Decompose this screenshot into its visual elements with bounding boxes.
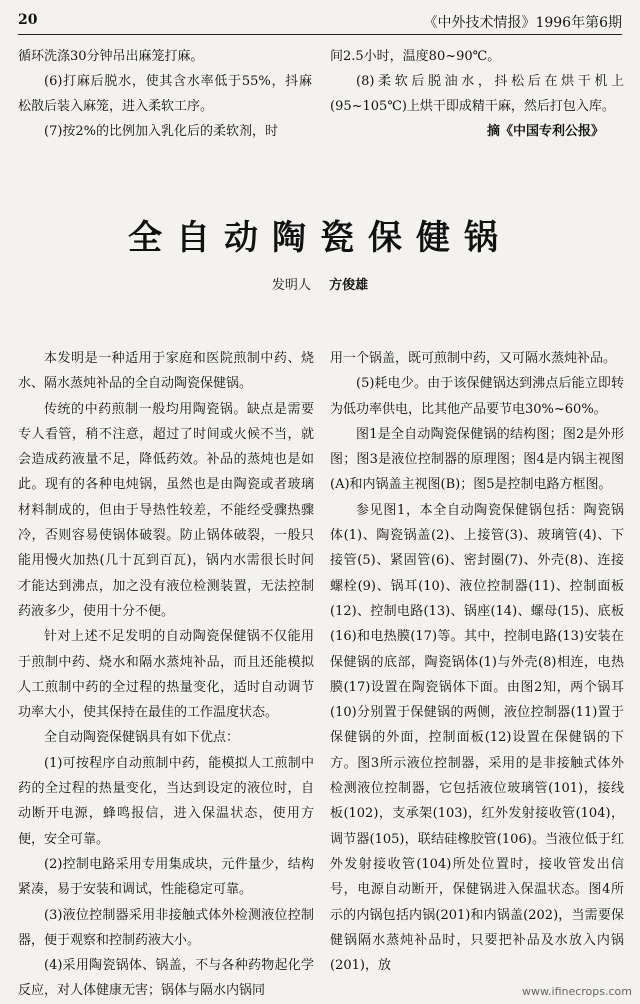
paragraph: 本发明是一种适用于家庭和医院煎制中药、烧水、隔水蒸炖补品的全自动陶瓷保健锅。 xyxy=(18,351,314,392)
paragraph: (8)柔软后脱油水，抖松后在烘干机上(95~105℃)上烘干即成精干麻，然后打包入库。 xyxy=(330,74,624,114)
previous-article-left-column xyxy=(18,44,312,144)
journal-title: 《中外技术情报》1996年第6期 xyxy=(423,15,622,31)
paragraph: 参见图1，本全自动陶瓷保健锅包括：陶瓷锅体(1)、陶瓷锅盖(2)、上接管(3)、玻璃管(4)、下接管(5)、紧固管(6)、密封圈(7)、外壳(8)、连接螺栓(9)、锅耳(10)、液位控制器(11)、控制面板(12)、控制电路(13)、锅座(14)、螺母(15)、底板(16)和电热膜(17)等。其中，控制电路(13)安装在保健锅的底部，陶瓷锅体(1)与外壳(8)相连，电热膜(17)设置在陶瓷锅体下面。由图2知，两个锅耳(10)分别置于保健锅的两侧，液位控制器(11)置于保健锅的外面，控制面板(12)设置在保健锅的下方。图3所示液位控制器，采用的是非接触式体外检测液位控制器，它包括液位玻璃管(101)，接线板(102)，支承架(103)，红外发射接收管(104)，调节器(105)，联结硅橡胶管(106)。当液位低于红外发射接收管(104)所处位置时，接收管发出信号，电源自动断开，保健锅进入保温状态。图4所示的内锅包括内锅(201)和内锅盖(202)，当需要保健锅隔水蒸炖补品时，只要把补品及水放入内锅(201)，放 xyxy=(330,502,624,974)
article-right-column xyxy=(330,346,624,978)
inventor-name: 方俊雄 xyxy=(329,278,369,293)
paragraph: (1)可按程序自动煎制中药，能模拟人工煎制中药的全过程的热量变化，当达到设定的液位时，自动断开电源，蜂鸣报信，进入保温状态，使用方便，安全可靠。 xyxy=(18,755,314,847)
paragraph: (2)控制电路采用专用集成块，元件量少，结构紧凑，易于安装和调试，性能稳定可靠。 xyxy=(18,856,314,898)
inventor-line xyxy=(0,274,640,293)
paragraph: 全自动陶瓷保健锅具有如下优点： xyxy=(44,730,240,746)
previous-article-right-column xyxy=(330,44,624,144)
paragraph: 传统的中药煎制一般均用陶瓷锅。缺点是需要专人看管，稍不注意，超过了时间或火候不当，就会造成药液量不足，降低药效。补品的蒸炖也是如此。现有的各种电炖锅，虽然也是由陶瓷或者玻璃材料制成的，但由于导热性较差，不能经受骤热骤冷，否则容易使锅体破裂。防止锅体破裂，一般只能用慢火加热(几十瓦到百瓦)，锅内水需很长时间才能达到沸点，加之没有液位检测装置，无法控制药液多少，使用十分不便。 xyxy=(18,401,314,619)
paragraph: (7)按2%的比例加入乳化后的柔软剂，时 xyxy=(44,124,279,139)
page-header xyxy=(18,8,622,35)
paragraph: 间2.5小时，温度80~90℃。 xyxy=(330,49,501,64)
page-number: 20 xyxy=(18,12,38,28)
paragraph: (3)液位控制器采用非接触式体外检测液位控制器，便于观察和控制药液大小。 xyxy=(18,907,314,948)
article-left-column xyxy=(18,346,314,1004)
watermark: www.ifinecrops.com xyxy=(522,985,632,998)
paragraph: 图1是全自动陶瓷保健锅的结构图；图2是外形图；图3是液位控制器的原理图；图4是内锅主视图(A)和内锅盖主视图(B)；图5是控制电路方框图。 xyxy=(330,426,624,493)
inventor-label: 发明人 xyxy=(271,278,311,293)
source-citation: 摘《中国专利公报》 xyxy=(486,124,604,139)
paragraph: (4)采用陶瓷锅体、锅盖，不与各种药物起化学反应，对人体健康无害；锅体与隔水内锅同 xyxy=(18,958,314,999)
paragraph: 针对上述不足发明的自动陶瓷保健锅不仅能用于煎制中药、烧水和隔水蒸炖补品，而且还能模拟人工煎制中药的全过程的热量变化，适时自动调节功率大小，使其保持在最佳的工作温度状态。 xyxy=(18,629,314,721)
paragraph: (5)耗电少。由于该保健锅达到沸点后能立即转为低功率供电，比其他产品要节电30%~60%。 xyxy=(330,376,624,417)
paragraph: 循环洗涤30分钟吊出麻笼打麻。 xyxy=(18,49,204,64)
article-title: 全自动陶瓷保健锅 xyxy=(128,218,512,258)
paragraph: (6)打麻后脱水，使其含水率低于55%，抖麻松散后装入麻笼，进入柔软工序。 xyxy=(18,74,312,114)
paragraph: 用一个锅盖，既可煎制中药，又可隔水蒸炖补品。 xyxy=(330,351,617,366)
